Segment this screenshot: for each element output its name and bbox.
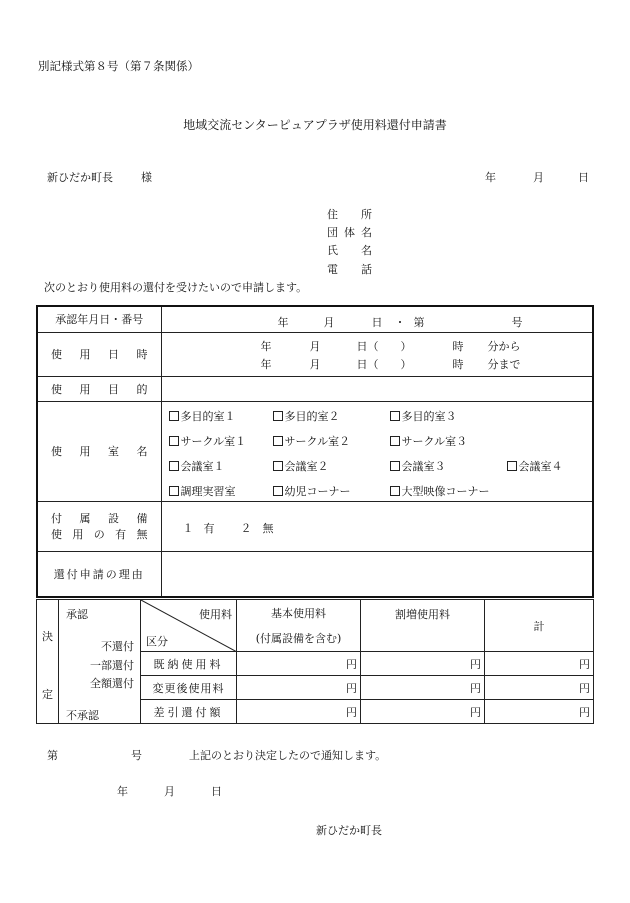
notice-text: 上記のとおり決定したので通知します。 — [189, 749, 387, 762]
checkbox-icon — [507, 461, 517, 471]
date-year: 年 — [485, 171, 496, 184]
person-name-label: 氏 名 — [327, 244, 372, 257]
status-approve[interactable]: 承認 — [66, 608, 88, 621]
status-no-refund[interactable]: 不還付 — [101, 640, 134, 653]
equipment-label: 付 属 設 備 使 用 の 有 無 — [37, 501, 161, 551]
notice-go: 号 — [131, 749, 142, 762]
checkbox-room-2-3[interactable]: サークル室３ — [390, 433, 468, 449]
approval-row — [37, 306, 593, 332]
checkbox-room-2-1[interactable]: サークル室１ — [169, 433, 247, 449]
checkbox-icon — [390, 461, 400, 471]
row-changed-fee-label: 変更後使用料 — [141, 676, 237, 700]
checkbox-icon — [390, 486, 400, 496]
paid-extra[interactable]: 円 — [361, 652, 485, 676]
notice-dai: 第 — [47, 749, 58, 762]
usage-date-label: 使 用 日 時 — [37, 332, 161, 376]
reason-value[interactable] — [161, 551, 593, 597]
checkbox-room-1-1[interactable]: 多目的室１ — [169, 408, 236, 424]
checkbox-room-4-3[interactable]: 大型映像コーナー — [390, 483, 490, 499]
approval-value[interactable]: 年 月 日 ・ 第 号 — [161, 306, 593, 332]
checkbox-icon — [273, 436, 283, 446]
changed-extra[interactable]: 円 — [361, 676, 485, 700]
group-name-label: 団 体 名 — [327, 226, 372, 239]
checkbox-room-3-4[interactable]: 会議室４ — [507, 458, 563, 474]
status-full-refund[interactable]: 全額還付 — [90, 677, 134, 690]
changed-total[interactable]: 円 — [485, 676, 594, 700]
room-label: 使 用 室 名 — [37, 401, 161, 501]
status-reject[interactable]: 不承認 — [66, 709, 99, 722]
checkbox-room-3-1[interactable]: 会議室１ — [169, 458, 225, 474]
col-extra-fee: 割増使用料 — [361, 600, 485, 652]
checkbox-icon — [169, 411, 179, 421]
addressee: 新ひだか町長 — [47, 171, 113, 184]
checkbox-icon — [273, 461, 283, 471]
application-table — [36, 305, 594, 598]
checkbox-room-1-2[interactable]: 多目的室２ — [273, 408, 340, 424]
checkbox-icon — [390, 436, 400, 446]
checkbox-room-4-2[interactable]: 幼児コーナー — [273, 483, 351, 499]
approval-label: 承認年月日・番号 — [37, 306, 161, 332]
paid-basic[interactable]: 円 — [237, 652, 361, 676]
decision-side-label: 決 定 — [37, 600, 59, 724]
decision-table — [36, 599, 594, 724]
diagonal-header: 使用料 区分 — [141, 600, 237, 652]
notice-date-day: 日 — [211, 785, 222, 798]
row-refund-amount-label: 差引還付額 — [141, 700, 237, 724]
notice-date-month: 月 — [164, 785, 175, 798]
intro-text: 次のとおり使用料の還付を受けたいので申請します。 — [44, 281, 308, 294]
notice-signature: 新ひだか町長 — [316, 824, 382, 837]
room-options — [161, 401, 593, 501]
purpose-value[interactable] — [161, 376, 593, 401]
notice-date-year: 年 — [117, 785, 128, 798]
refund-total[interactable]: 円 — [485, 700, 594, 724]
checkbox-room-3-2[interactable]: 会議室２ — [273, 458, 329, 474]
reason-row — [37, 551, 593, 597]
document-title: 地域交流センターピュアプラザ使用料還付申請書 — [183, 118, 447, 132]
changed-basic[interactable]: 円 — [237, 676, 361, 700]
addressee-honorific: 様 — [141, 171, 152, 184]
col-total: 計 — [485, 600, 594, 652]
phone-label: 電 話 — [327, 263, 372, 276]
usage-date-value[interactable]: 年 月 日（ ） 時 分から 年 月 日（ ） 時 分まで — [161, 332, 593, 376]
purpose-label: 使 用 目 的 — [37, 376, 161, 401]
date-day: 日 — [578, 171, 589, 184]
date-month: 月 — [533, 171, 544, 184]
reason-label: 還付申請の理由 — [37, 551, 161, 597]
equipment-row — [37, 501, 593, 551]
checkbox-icon — [273, 486, 283, 496]
decision-status-cell — [59, 600, 141, 724]
checkbox-icon — [273, 411, 283, 421]
checkbox-icon — [169, 486, 179, 496]
col-basic-fee: 基本使用料 (付属設備を含む) — [237, 600, 361, 652]
checkbox-room-1-3[interactable]: 多目的室３ — [390, 408, 457, 424]
status-partial-refund[interactable]: 一部還付 — [90, 659, 134, 672]
room-row — [37, 401, 593, 501]
refund-basic[interactable]: 円 — [237, 700, 361, 724]
checkbox-room-3-3[interactable]: 会議室３ — [390, 458, 446, 474]
form-id: 別記様式第８号（第７条関係） — [38, 59, 199, 73]
address-label: 住 所 — [327, 208, 372, 221]
checkbox-icon — [169, 461, 179, 471]
row-paid-fee-label: 既納使用料 — [141, 652, 237, 676]
refund-extra[interactable]: 円 — [361, 700, 485, 724]
checkbox-room-4-1[interactable]: 調理実習室 — [169, 483, 236, 499]
paid-total[interactable]: 円 — [485, 652, 594, 676]
checkbox-icon — [390, 411, 400, 421]
checkbox-room-2-2[interactable]: サークル室２ — [273, 433, 351, 449]
usage-date-row — [37, 332, 593, 376]
checkbox-icon — [169, 436, 179, 446]
purpose-row — [37, 376, 593, 401]
equipment-options[interactable]: １ 有 ２ 無 — [161, 501, 593, 551]
